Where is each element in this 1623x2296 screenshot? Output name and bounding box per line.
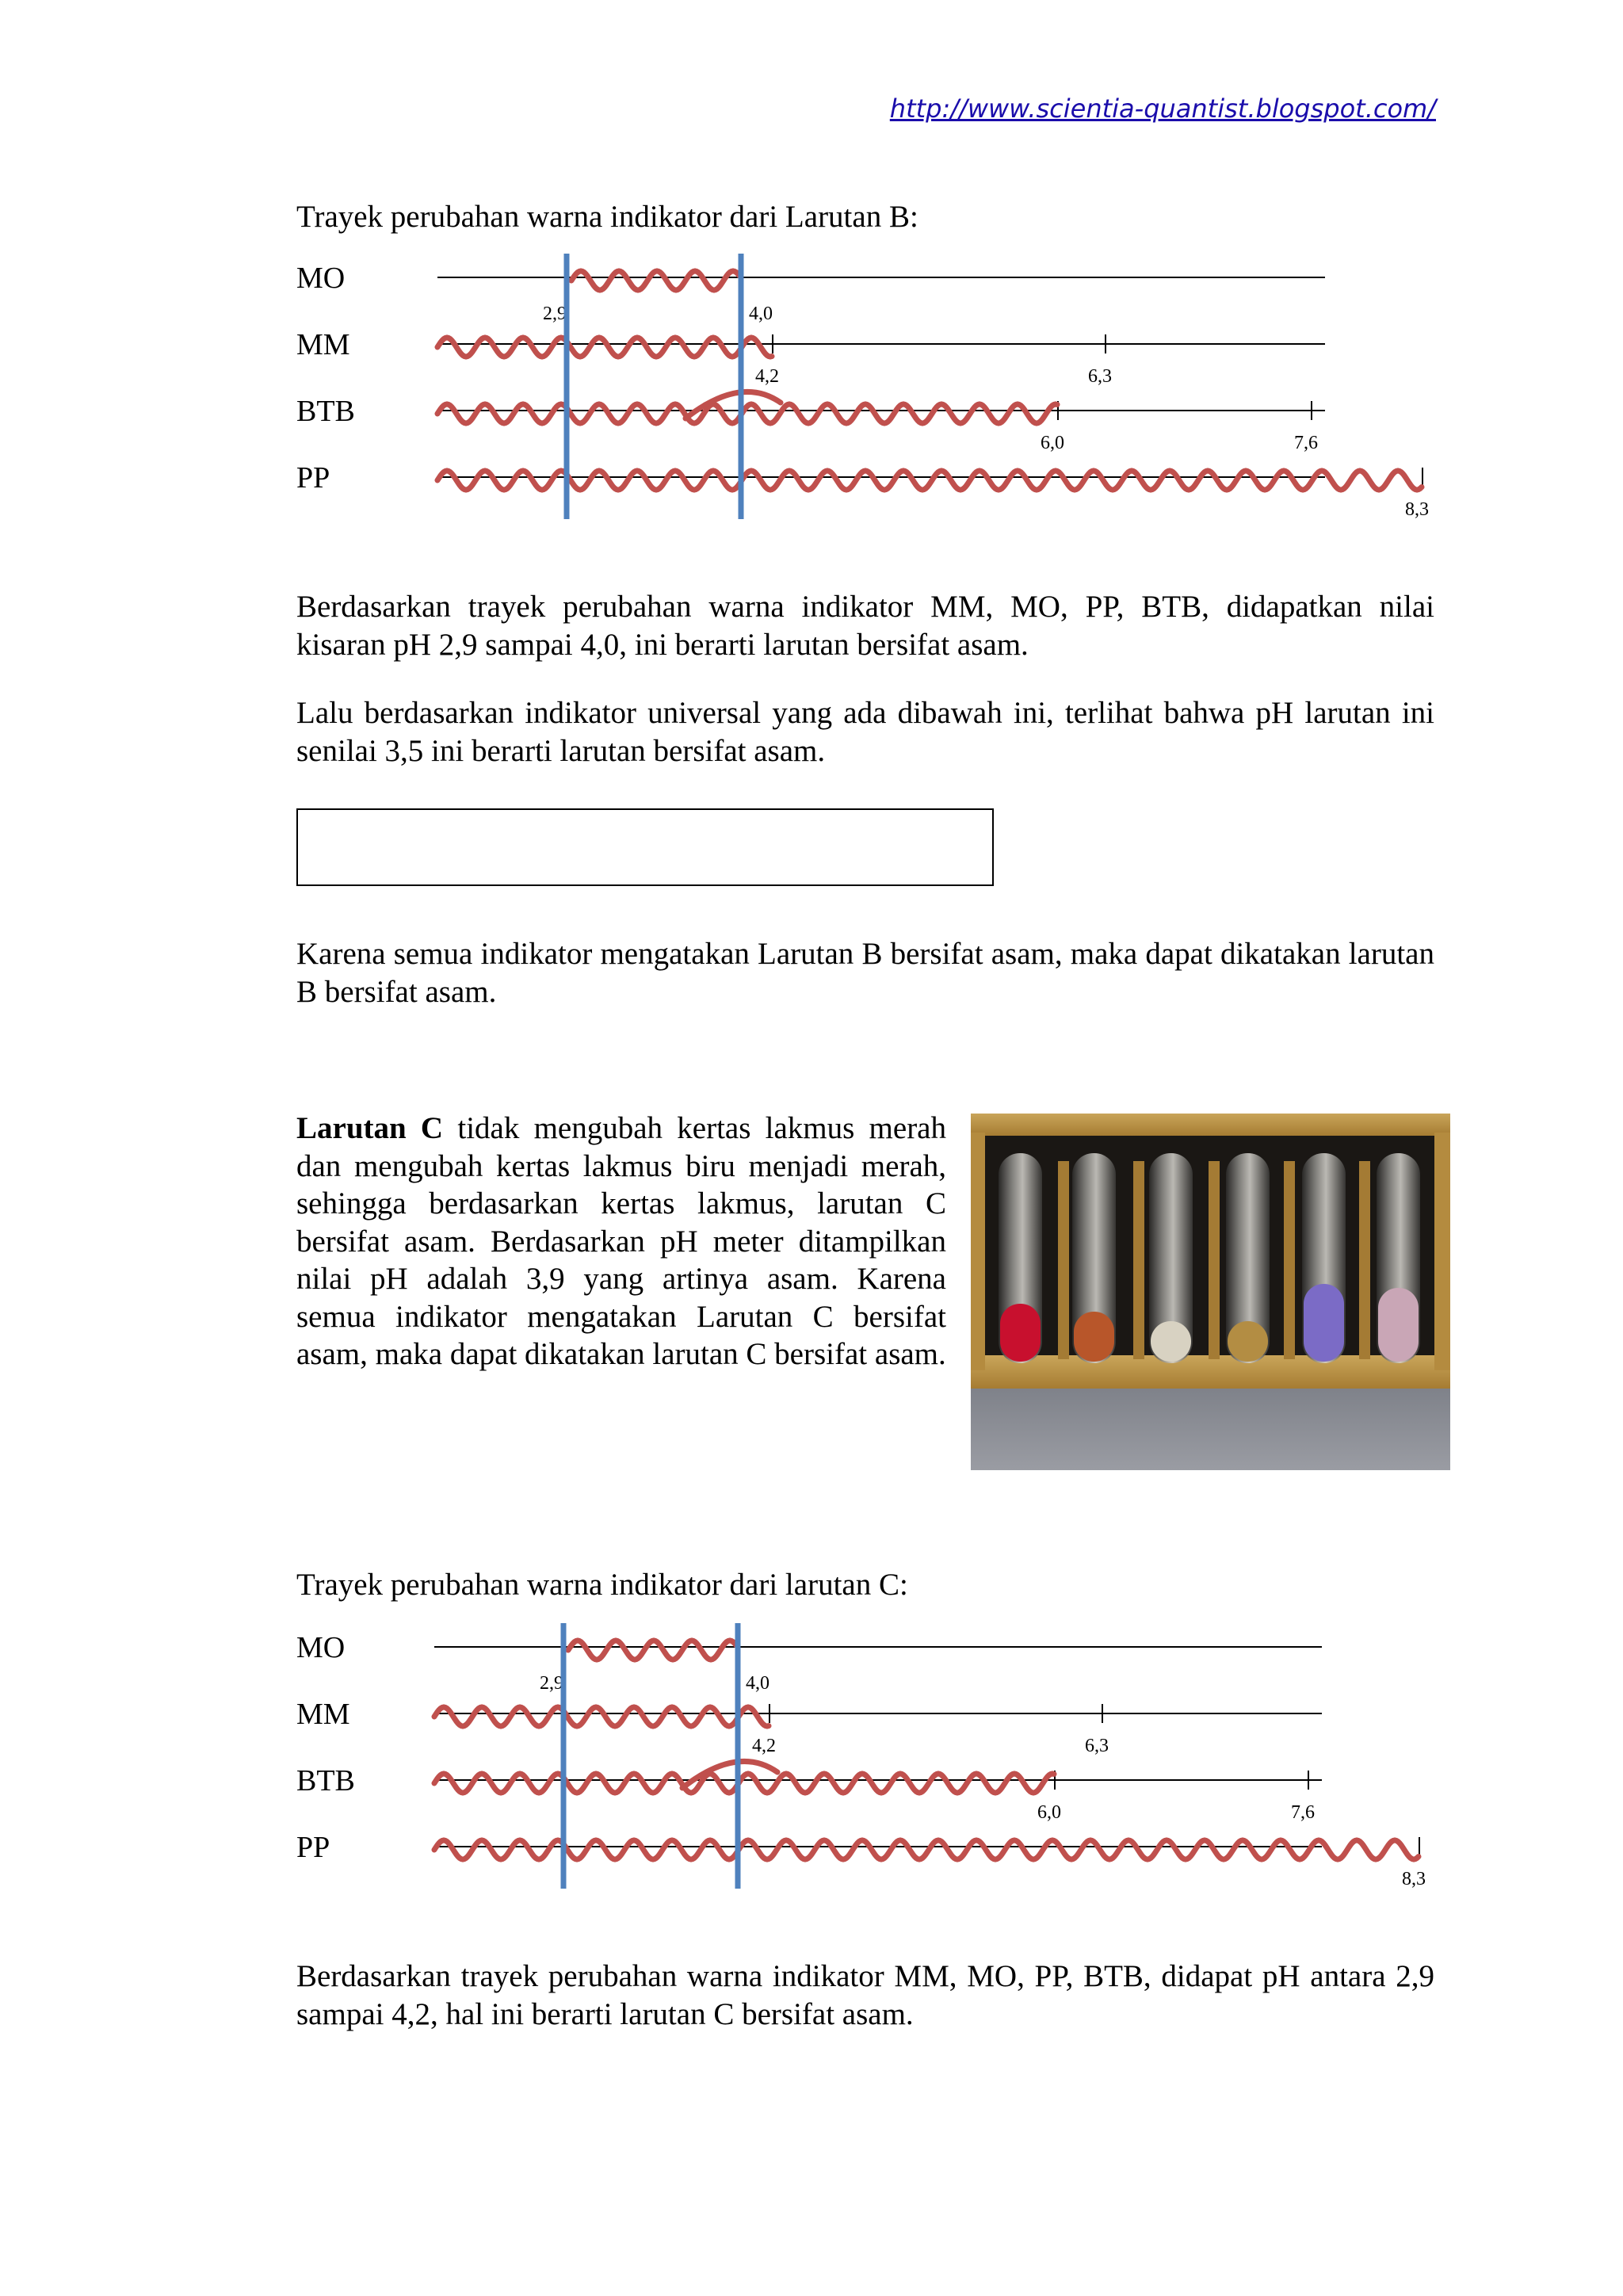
section-c-description-text: tidak mengubah kertas lakmus merah dan mengubah kertas lakmus biru menjadi merah, sehingga berdasarkan kertas lakmus, larutan C bersifat asam. Berdasarkan pH meter ditampilkan nilai pH adalah 3,9 yang artinya asam. Karena semua indikator mengatakan Larutan C bersifat asam, maka dapat dikatakan larutan C bersifat asam. bbox=[296, 1111, 946, 1371]
section-c-title: Trayek perubahan warna indikator dari larutan C: bbox=[296, 1568, 908, 1602]
row-label-btb: BTB bbox=[296, 1764, 355, 1797]
tick-label-mo-start: 2,9 bbox=[543, 304, 567, 324]
section-c-para2: Berdasarkan trayek perubahan warna indikator MM, MO, PP, BTB, didapat pH antara 2,9 sampai 4,2, hal ini berarti larutan C bersifat asam. bbox=[296, 1959, 1434, 2031]
row-label-pp: PP bbox=[296, 461, 330, 495]
section-c-description bbox=[296, 1110, 946, 1373]
section-b-para2: Lalu berdasarkan indikator universal yang ada dibawah ini, terlihat bahwa pH larutan ini senilai 3,5 ini berarti larutan bersifat asam. bbox=[296, 696, 1434, 768]
row-label-btb: BTB bbox=[296, 395, 355, 428]
wave-mo bbox=[571, 271, 739, 290]
btb-hump bbox=[685, 392, 781, 418]
row-label-mo: MO bbox=[296, 1631, 346, 1664]
wave-pp bbox=[437, 471, 1422, 490]
row-label-mm: MM bbox=[296, 328, 350, 361]
wave-mm bbox=[434, 1707, 769, 1726]
btb-hump bbox=[682, 1761, 777, 1788]
tick-label-btb-end: 7,6 bbox=[1291, 1802, 1315, 1823]
tick-label-mo-end: 4,0 bbox=[746, 1673, 769, 1694]
wave-btb bbox=[434, 1774, 1054, 1793]
wave-mo bbox=[568, 1641, 736, 1660]
indicator-chart-c bbox=[0, 1623, 1623, 1916]
tick-label-pp-start: 8,3 bbox=[1405, 499, 1429, 520]
section-c-bold-lead: Larutan C bbox=[296, 1111, 444, 1145]
tick-label-mo-end: 4,0 bbox=[749, 304, 773, 324]
tick-label-btb-start: 6,0 bbox=[1037, 1802, 1061, 1823]
row-label-pp: PP bbox=[296, 1831, 330, 1864]
tick-label-mo-start: 2,9 bbox=[540, 1673, 563, 1694]
tick-label-btb-start: 6,0 bbox=[1041, 433, 1064, 453]
wave-mm bbox=[437, 338, 772, 357]
tick-label-mm-start: 4,2 bbox=[752, 1736, 776, 1756]
tick-label-mm-end: 6,3 bbox=[1085, 1736, 1109, 1756]
wave-btb bbox=[437, 404, 1057, 423]
section-b-para1: Berdasarkan trayek perubahan warna indikator MM, MO, PP, BTB, didapatkan nilai kisaran pH 2,9 sampai 4,0, ini berarti larutan bersifat asam. bbox=[296, 590, 1434, 662]
row-label-mm: MM bbox=[296, 1698, 350, 1731]
tick-label-btb-end: 7,6 bbox=[1294, 433, 1318, 453]
wave-pp bbox=[434, 1840, 1419, 1859]
header-url[interactable]: http://www.scientia-quantist.blogspot.com/ bbox=[889, 94, 1436, 124]
tick-label-mm-start: 4,2 bbox=[755, 366, 779, 387]
universal-indicator-box bbox=[296, 808, 994, 886]
section-b-title: Trayek perubahan warna indikator dari Larutan B: bbox=[296, 200, 918, 234]
tick-label-pp-start: 8,3 bbox=[1402, 1869, 1426, 1889]
section-b-para3: Karena semua indikator mengatakan Larutan B bersifat asam, maka dapat dikatakan larutan B bersifat asam. bbox=[296, 937, 1434, 1009]
row-label-mo: MO bbox=[296, 262, 346, 295]
tick-label-mm-end: 6,3 bbox=[1088, 366, 1112, 387]
indicator-chart-b bbox=[0, 254, 1623, 547]
test-tube-photo bbox=[971, 1114, 1450, 1470]
